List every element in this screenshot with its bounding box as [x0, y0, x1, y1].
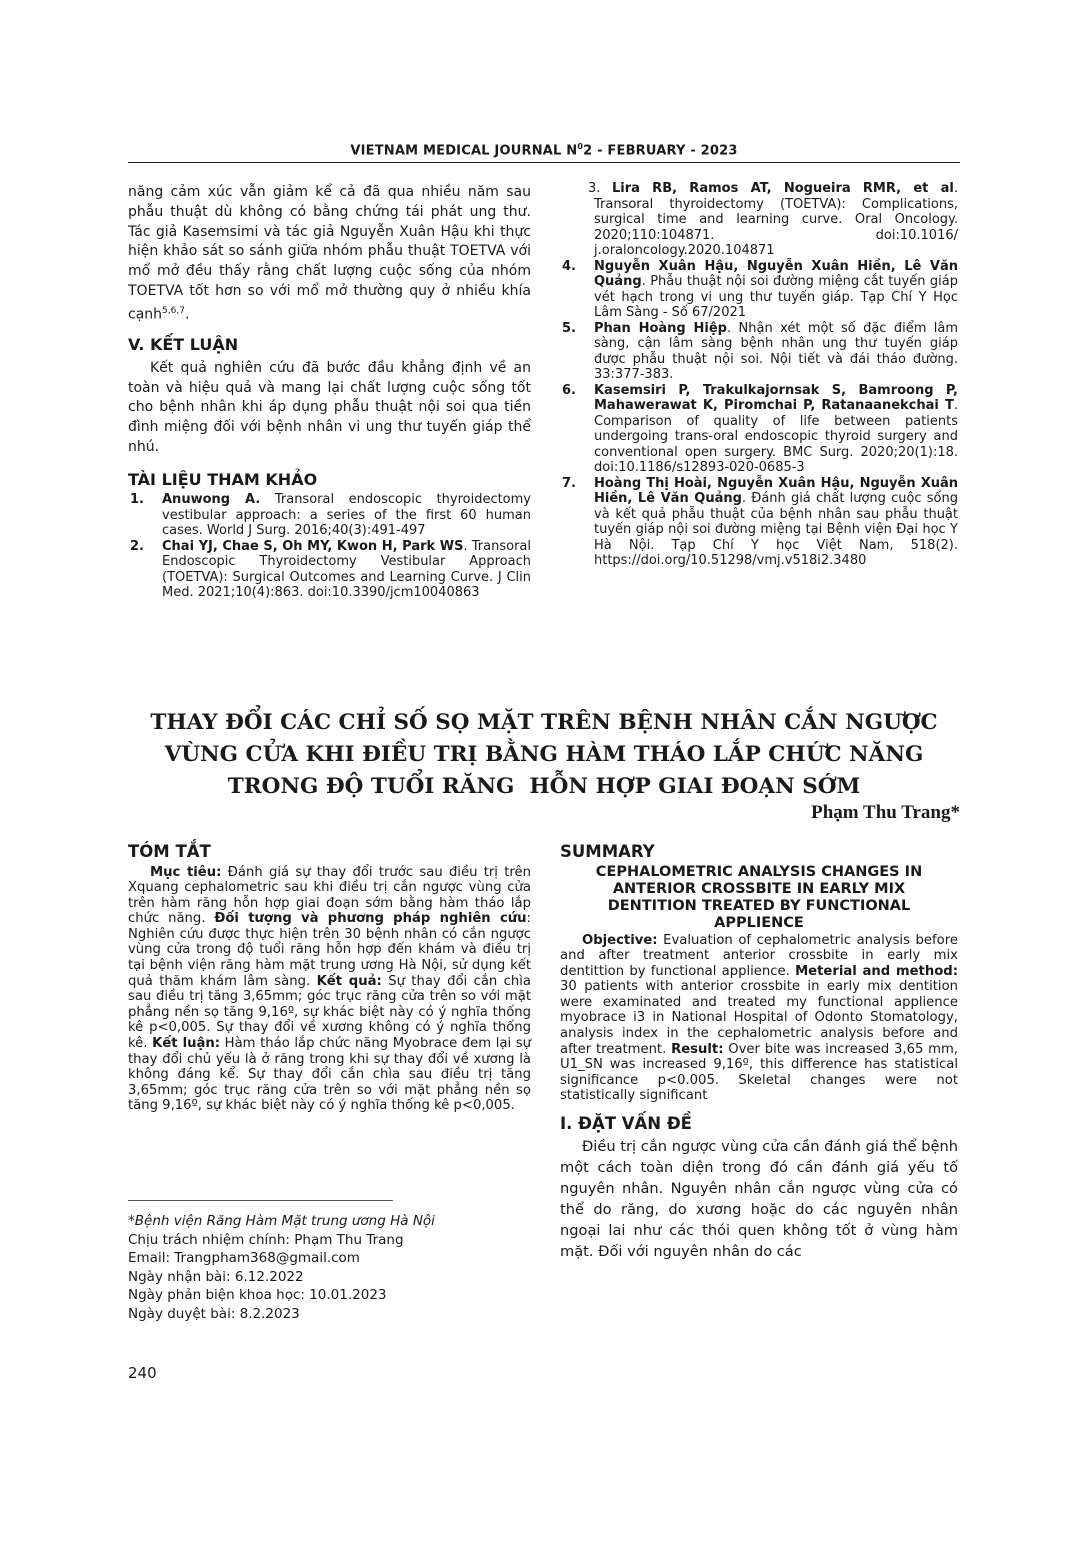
article-author: Phạm Thu Trang*	[811, 802, 960, 823]
title-line: THAY ĐỔI CÁC CHỈ SỐ SỌ MẶT TRÊN BỆNH NHÂN CẮN NGƯỢC	[150, 710, 938, 735]
summary-heading: SUMMARY	[560, 842, 655, 861]
footnote-affiliation: *Bệnh viện Răng Hàm Mặt trung ương Hà Nội	[128, 1213, 435, 1229]
summary-en	[560, 842, 958, 1262]
article-title	[128, 707, 960, 803]
footnote-accepted: Ngày duyệt bài: 8.2.2023	[128, 1305, 300, 1322]
reference-item: 5. Phan Hoàng Hiệp. Nhận xét một số đặc điểm lâm sàng, cận lâm sàng bệnh nhân ung thư tuyến giáp được phẫu thuật nội soi. Nội tiết và đái tháo đường. 33:377-383.	[562, 320, 958, 382]
intro-heading: I. ĐẶT VẤN ĐỀ	[560, 1114, 692, 1134]
reference-item: 2. Chai YJ, Chae S, Oh MY, Kwon H, Park WS. Transoral Endoscopic Thyroidectomy Vestibular Approach (TOETVA): Surgical Outcomes and Learning Curve. J Clin Med. 2021;10(4):863. doi:10.3390/jcm10040863	[130, 538, 531, 601]
abstract-vi-text: Mục tiêu: Đánh giá sự thay đổi trước sau điều trị trên Xquang cephalometric sau khi điều trị cắn ngược vùng cửa trên hàm răng hỗn hợp giai đoạn sớm bằng hàm tháo lắp chức năng. Đối tượng và phương pháp nghiên cứu: Nghiên cứu được thực hiện trên 30 bệnh nhân có cắn ngược vùng cửa trong độ tuổi răng hỗn hợp đến khám và điều trị tại bệnh viện răng hàm mặt trung ương Hà Nội, sử dụng kết quả thăm khám lâm sàng. Kết quả: Sự thay đổi cắn chìa sau điều trị tăng 3,65mm; góc trục răng cửa trên so với mặt phẳng nền sọ tăng 9,16º, sự khác biệt này có ý nghĩa thống kê p<0,005. Sự thay đổi về xương không có ý nghĩa thống kê. Kết luận: Hàm tháo lắp chức năng Myobrace đem lại sự thay đổi chủ yếu là ở răng trong khi sự thay đổi về xương là không đáng kể. Sự thay đổi cắn chìa sau điều trị tăng 3,65mm; góc trục răng cửa trên so với mặt phẳng nền sọ tăng 9,16º, sự khác biệt này có ý nghĩa thống kê p<0,005.	[128, 864, 532, 1114]
left-column-top	[128, 183, 531, 601]
references-heading: TÀI LIỆU THAM KHẢO	[128, 469, 318, 489]
reference-item: 4. Nguyễn Xuân Hậu, Nguyễn Xuân Hiền, Lê Văn Quảng. Phẫu thuật nội soi đường miệng cắt tuyến giáp vét hạch trong vi ung thư tuyến giáp. Tạp Chí Y Học Lâm Sàng - Số 67/2021	[562, 258, 958, 320]
footnote-email: Email: Trangpham368@gmail.com	[128, 1250, 360, 1266]
summary-text: Objective: Evaluation of cephalometric analysis before and after treatment anterior crossbite in early mix dentittion by functional applience. Meterial and method: 30 patients with anterior crossbite in early mix dentition were examinated and treated my functional applience myobrace i3 in National Hospital of Odonto Stomatology, analysis index in the cephalometric analysis before and after treatment. Result: Over bite was increased 3,65 mm, U1_SN was increased 9,16º, this difference has statistical significance p<0.005. Skeletal changes were not statistically significant	[560, 932, 958, 1104]
conclusion-paragraph: Kết quả nghiên cứu đã bước đầu khẳng định về an toàn và hiệu quả và mang lại chất lượng cuộc sống tốt cho bệnh nhân khi áp dụng phẫu thuật nội soi qua tiền đình miệng đối với bệnh nhân vi ung thư tuyến giáp thể nhú.	[128, 359, 531, 455]
reference-item: 6. Kasemsiri P, Trakulkajornsak S, Bamroong P, Mahawerawat K, Piromchai P, Ratanaanekchai T. Comparison of quality of life between patients undergoing trans-oral endoscopic thyroid surgery and conventional open surgery. BMC Surg. 2020;20(1):18. doi:10.1186/s12893-020-0685-3	[562, 382, 958, 475]
header-rule	[128, 162, 960, 163]
reference-item: 1. Anuwong A. Transoral endoscopic thyroidectomy vestibular approach: a series of the first 60 human cases. World J Surg. 2016;40(3):491-497	[130, 492, 531, 539]
footnote-received: Ngày nhận bài: 6.12.2022	[128, 1268, 304, 1285]
title-line: TRONG ĐỘ TUỔI RĂNG HỖN HỢP GIAI ĐOẠN SỚM	[227, 774, 861, 799]
footnote-responsible: Chịu trách nhiệm chính: Phạm Thu Trang	[128, 1231, 404, 1248]
discussion-paragraph: năng cảm xúc vẫn giảm kể cả đã qua nhiều năm sau phẫu thuật dù không có bằng chứng tái phát ung thư. Tác giả Kasemsimi và tác giả Nguyễn Xuân Hậu khi thực hiện khảo sát so sánh giữa nhóm phẫu thuật TOETVA với mổ mở đều thấy rằng chất lượng cuộc sống của nhóm TOETVA tốt hơn so với mổ mở thường quy ở nhiều khía cạnh$^{5,6,7}$.	[128, 184, 531, 323]
footnote-reviewed: Ngày phản biện khoa học: 10.01.2023	[128, 1287, 387, 1303]
summary-title: CEPHALOMETRIC ANALYSIS CHANGES IN ANTERIOR CROSSBITE IN EARLY MIX DENTITION TREATED BY FUNCTIONAL APPLIENCE	[595, 863, 923, 931]
footnote-rule	[128, 1200, 393, 1201]
references-list-left	[128, 492, 531, 601]
footnote	[128, 1212, 435, 1323]
references-list-right	[560, 181, 958, 569]
conclusion-heading: V. KẾT LUẬN	[128, 335, 239, 355]
abstract-vi-heading: TÓM TẮT	[128, 842, 211, 861]
title-line: VÙNG CỬA KHI ĐIỀU TRỊ BẰNG HÀM THÁO LẮP CHỨC NĂNG	[164, 742, 924, 767]
reference-item: 7. Hoàng Thị Hoài, Nguyễn Xuân Hậu, Nguyễn Xuân Hiền, Lê Văn Quảng. Đánh giá chất lượng cuộc sống và kết quả phẫu thuật của bệnh nhân sau phẫu thuật tuyến giáp nội soi đường miệng tại Bệnh viện Đại học Y Hà Nội. Tạp Chí Y học Việt Nam, 518(2). https://doi.org/10.51298/vmj.v518i2.3480	[562, 475, 958, 568]
abstract-vi	[128, 842, 531, 1114]
page-number: 240	[128, 1364, 157, 1382]
running-header: VIETNAM MEDICAL JOURNAL $N^02$ - FEBRUARY - 2023	[350, 142, 738, 159]
reference-item: 3. Lira RB, Ramos AT, Nogueira RMR, et al. Transoral thyroidectomy (TOETVA): Complications, surgical time and learning curve. Oral Oncology. 2020;110:104871. doi:10.1016/ j.oraloncology.2020.104871	[588, 181, 958, 258]
intro-paragraph: Điều trị cắn ngược vùng cửa cần đánh giá thể bệnh một cách toàn diện trong đó cần đánh giá yếu tố nguyên nhân. Nguyên nhân cắn ngược vùng cửa có thể do răng, do xương hoặc do các nguyên nhân ngoại lai như các thói quen không tốt ở vùng hàm mặt. Đối với nguyên nhân do các	[560, 1137, 958, 1260]
